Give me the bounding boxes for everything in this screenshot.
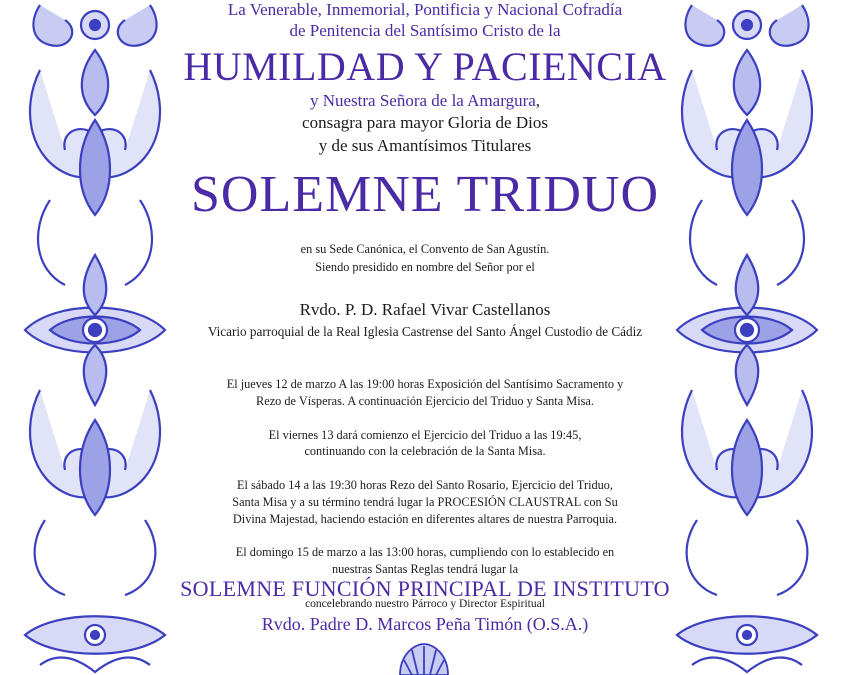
consecration-line-1: consagra para mayor Gloria de Dios: [302, 113, 548, 132]
tile-border-left: [20, 0, 170, 675]
brotherhood-line-2: de Penitencia del Santísimo Cristo de la: [289, 21, 561, 40]
closing-subtitle: concelebrando nuestro Párroco y Director Espiritual: [305, 598, 545, 610]
schedule-friday-line-2: continuando con la celebración de la Santa Misa.: [304, 444, 546, 458]
closing-celebrant: Rvdo. Padre D. Marcos Peña Timón (O.S.A.): [261, 614, 589, 634]
schedule-saturday-line-3: Divina Majestad, haciendo estación en diferentes altares de nuestra Parroquia.: [232, 512, 618, 526]
preacher-role: Vicario parroquial de la Real Iglesia Castrense del Santo Ángel Custodio de Cádiz: [207, 324, 643, 339]
closing-title: SOLEMNE FUNCIÓN PRINCIPAL DE INSTITUTO: [180, 576, 670, 601]
schedule-friday-line-1: El viernes 13 dará comienzo el Ejercicio del Triduo a las 19:45,: [268, 428, 582, 442]
amargura-text: y Nuestra Señora de la Amargura: [309, 91, 536, 110]
schedule-thursday-line-1: El jueves 12 de marzo A las 19:00 horas Exposición del Santísimo Sacramento y: [226, 377, 624, 391]
schedule-saturday-line-2: Santa Misa y a su término tendrá lugar la PROCESIÓN CLAUSTRAL con Su: [232, 495, 618, 509]
amargura-comma: ,: [535, 91, 541, 110]
schedule-thursday-line-2: Rezo de Vísperas. A continuación Ejercicio del Triduo y Santa Misa.: [256, 394, 594, 408]
tile-border-right: [672, 0, 822, 675]
schedule-sunday-line-1: El domingo 15 de marzo a las 13:00 horas, cumpliendo con lo establecido en: [235, 545, 615, 559]
venue-line-2: Siendo presidido en nombre del Señor por el: [315, 260, 535, 274]
event-title: SOLEMNE TRIDUO: [190, 166, 660, 223]
brotherhood-line-3: [160, 91, 690, 111]
bottom-shell-ornament: [396, 640, 452, 675]
venue-line-1: en su Sede Canónica, el Convento de San Agustín.: [300, 242, 550, 256]
schedule-sunday-line-2: nuestras Santas Reglas tendrá lugar la: [331, 562, 519, 576]
consecration-line-2: y de sus Amantísimos Titulares: [318, 136, 532, 155]
brotherhood-line-1: La Venerable, Inmemorial, Pontificia y Nacional Cofradía: [227, 0, 623, 19]
preacher-name: Rvdo. P. D. Rafael Vivar Castellanos: [299, 300, 551, 319]
brotherhood-title: HUMILDAD Y PACIENCIA: [183, 44, 667, 89]
schedule-saturday-line-1: El sábado 14 a las 19:30 horas Rezo del Santo Rosario, Ejercicio del Triduo,: [236, 478, 613, 492]
